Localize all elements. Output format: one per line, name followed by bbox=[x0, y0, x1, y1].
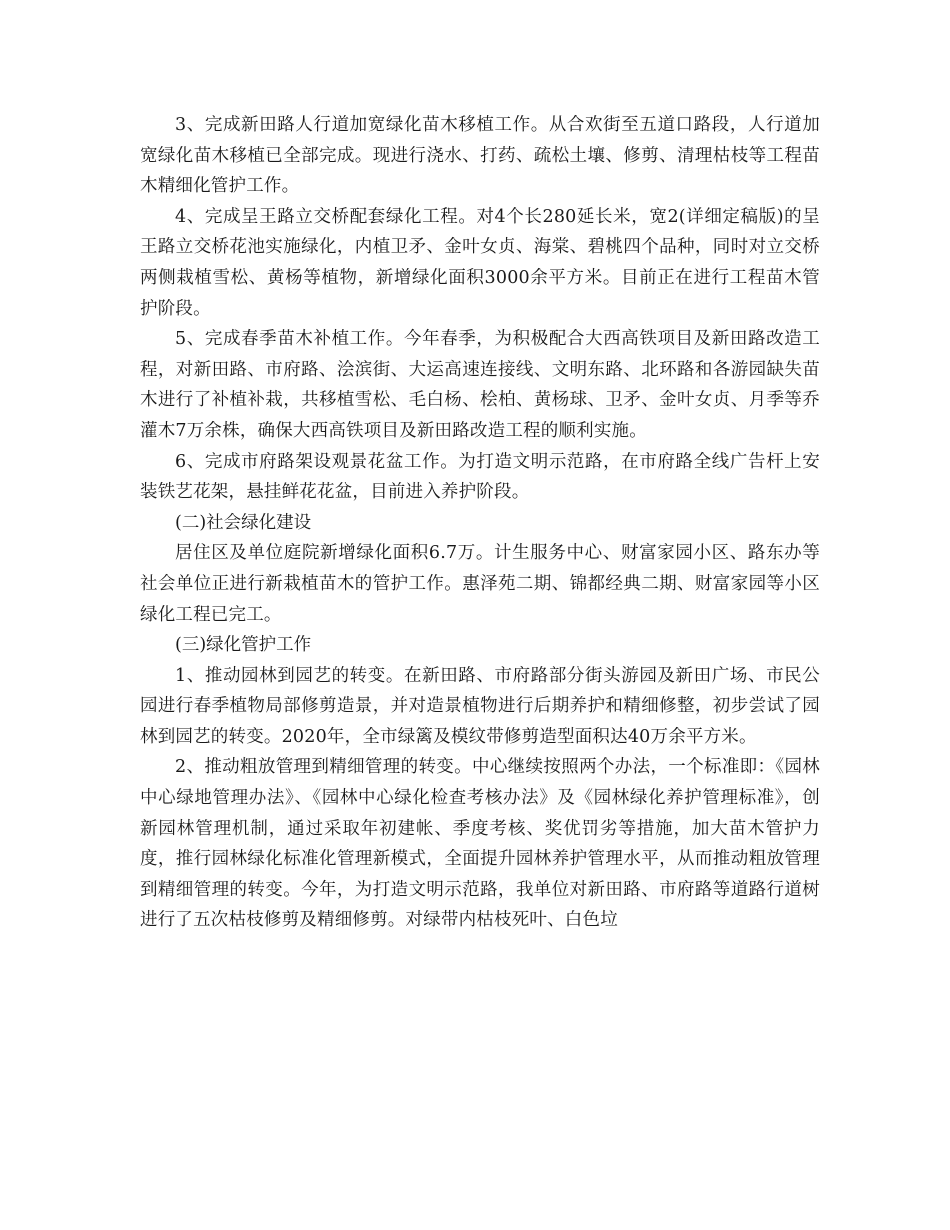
paragraph-maintenance-2: 2、推动粗放管理到精细管理的转变。中心继续按照两个办法，一个标准即：《园林中心绿地管理办法》、《园林中心绿化检查考核办法》及《园林绿化养护管理标准》，创新园林管理机制，通过采取年初建帐、季度考核、奖优罚劣等措施，加大苗木管护力度，推行园林绿化标准化管理新模式，全面提升园林养护管理水平，从而推动粗放管理到精细管理的转变。今年，为打造文明示范路，我单位对新田路、市府路等道路行道树进行了五次枯枝修剪及精细修剪。对绿带内枯枝死叶、白色垃 bbox=[140, 757, 820, 931]
section-heading-social-greening: (二)社会绿化建设 bbox=[175, 512, 312, 533]
paragraph-item-3: 3、完成新田路人行道加宽绿化苗木移植工作。从合欢街至五道口路段，人行道加宽绿化苗木移植已全部完成。现进行浇水、打药、疏松土壤、修剪、清理枯枝等工程苗木精细化管护工作。 bbox=[140, 115, 820, 197]
paragraph-item-6: 6、完成市府路架设观景花盆工作。为打造文明示范路，在市府路全线广告杆上安装铁艺花架，悬挂鲜花花盆，目前进入养护阶段。 bbox=[140, 451, 820, 503]
paragraph-item-4: 4、完成呈王路立交桥配套绿化工程。对4个长280延长米，宽2(详细定稿版)的呈王路立交桥花池实施绿化，内植卫矛、金叶女贞、海棠、碧桃四个品种，同时对立交桥两侧栽植雪松、黄杨等植物，新增绿化面积3000余平方米。目前正在进行工程苗木管护阶段。 bbox=[140, 206, 820, 319]
paragraph-item-5: 5、完成春季苗木补植工作。今年春季，为积极配合大西高铁项目及新田路改造工程，对新田路、市府路、浍滨街、大运高速连接线、文明东路、北环路和各游园缺失苗木进行了补植补栽，共移植雪松、毛白杨、桧柏、黄杨球、卫矛、金叶女贞、月季等乔灌木7万余株，确保大西高铁项目及新田路改造工程的顺利实施。 bbox=[140, 329, 820, 441]
paragraph-social-greening: 居住区及单位庭院新增绿化面积6.7万。计生服务中心、财富家园小区、路东办等社会单位正进行新栽植苗木的管护工作。惠泽苑二期、锦都经典二期、财富家园等小区绿化工程已完工。 bbox=[140, 543, 820, 625]
section-heading-maintenance: (三)绿化管护工作 bbox=[175, 635, 312, 656]
paragraph-maintenance-1: 1、推动园林到园艺的转变。在新田路、市府路部分街头游园及新田广场、市民公园进行春季植物局部修剪造景，并对造景植物进行后期养护和精细修整，初步尝试了园林到园艺的转变。2020年，全市绿篱及模纹带修剪造型面积达40万余平方米。 bbox=[140, 665, 820, 747]
document-body bbox=[140, 110, 820, 936]
